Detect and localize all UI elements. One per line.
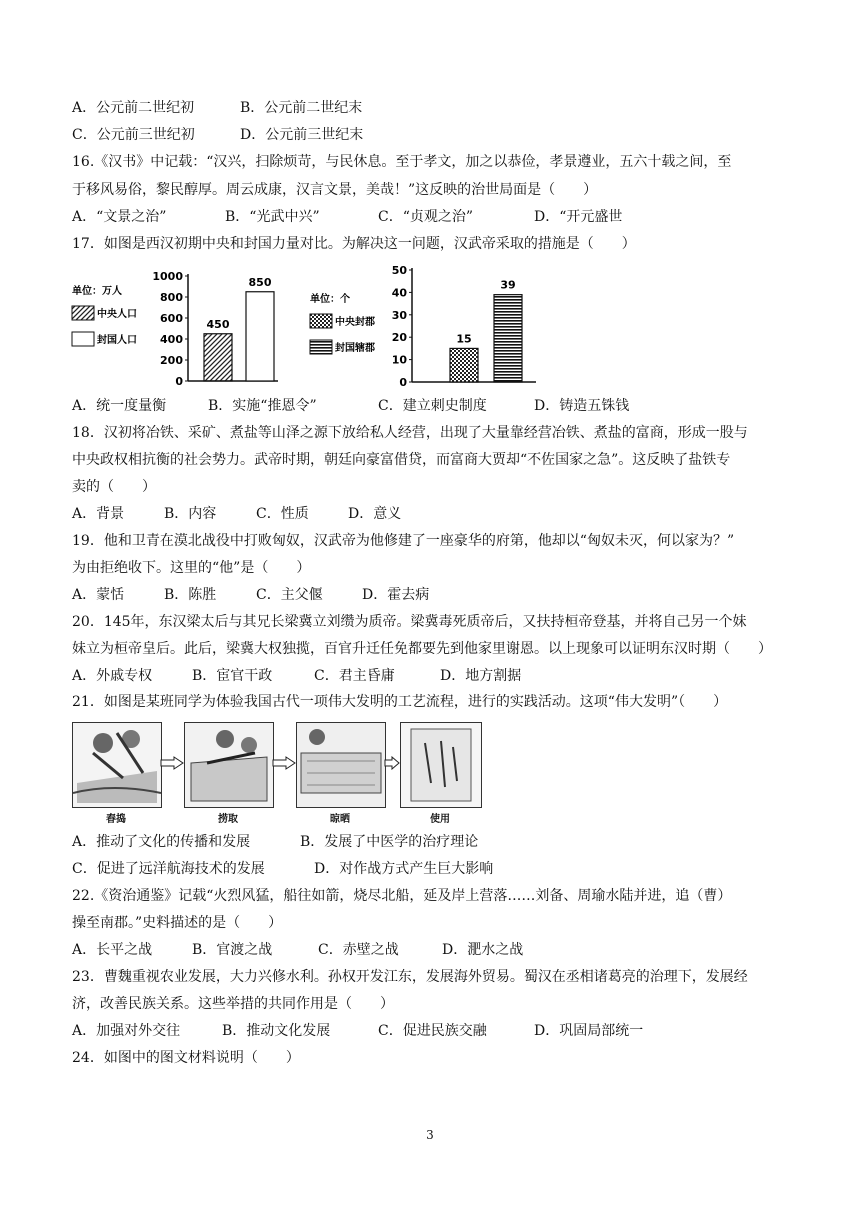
legend-label: 中央封郡	[335, 317, 375, 328]
y-tick-label: 50	[391, 264, 407, 277]
q21-option-a[interactable]: A．推动了文化的传播和发展	[72, 834, 251, 850]
q19-stem-line1: 19．他和卫青在漠北战役中打败匈奴，汉武帝为他修建了一座豪华的府第，他却以“匈奴未灭，何以家为？”	[72, 533, 735, 549]
q17-option-a[interactable]: A．统一度量衡	[72, 398, 167, 414]
q24-stem: 24．如图中的图文材料说明（ ）	[72, 1050, 300, 1066]
q18-option-d[interactable]: D．意义	[348, 506, 402, 522]
y-tick-label: 30	[391, 308, 407, 322]
q19-stem-line2: 为由拒绝收下。这里的“他”是（ ）	[72, 560, 311, 576]
q23-stem-line1: 23．曹魏重视农业发展，大力兴修水利。孙权开发江东，发展海外贸易。蜀汉在丞相诸葛亮的治理下，发展经	[72, 969, 748, 985]
q16-option-c[interactable]: C．“贞观之治”	[378, 209, 474, 225]
q15-option-c[interactable]: C．公元前三世纪初	[72, 127, 195, 143]
bar-value-label: 15	[456, 332, 472, 346]
legend-label: 中央人口	[97, 309, 137, 320]
q23-stem-line2: 济，改善民族关系。这些举措的共同作用是（ ）	[72, 996, 394, 1012]
q15-option-d[interactable]: D．公元前三世纪末	[240, 127, 364, 143]
q17-option-c[interactable]: C．建立刺史制度	[378, 398, 487, 414]
q22-option-a[interactable]: A．长平之战	[72, 942, 153, 958]
y-tick-label: 0	[399, 376, 407, 389]
q23-option-b[interactable]: B．推动文化发展	[222, 1023, 331, 1039]
bar-value-label: 850	[248, 275, 272, 289]
q23-option-d[interactable]: D．巩固局部统一	[534, 1023, 644, 1039]
legend-swatch	[310, 340, 332, 354]
using-photo	[400, 722, 482, 808]
q16-stem-line2: 于移风易俗，黎民醇厚。周云成康，汉言文景，美哉！”这反映的治世局面是（ ）	[72, 182, 598, 198]
q16-option-d[interactable]: D．“开元盛世	[534, 209, 623, 225]
bar-value-label: 450	[206, 317, 230, 331]
caption-drying: 晾晒	[330, 814, 350, 825]
q20-stem-line1: 20．145年，东汉梁太后与其兄长梁冀立刘缵为质帝。梁冀毒死质帝后，又扶持桓帝登基，并将自己另一个妹	[72, 614, 747, 630]
pounding-photo	[72, 722, 162, 808]
q19-option-b[interactable]: B．陈胜	[164, 587, 217, 603]
population-bar-chart	[70, 266, 300, 390]
y-tick-label: 0	[175, 375, 183, 388]
q19-option-c[interactable]: C．主父偃	[256, 587, 323, 603]
q20-option-d[interactable]: D．地方割据	[440, 668, 522, 684]
bar	[204, 334, 232, 381]
q15-option-b[interactable]: B．公元前二世纪末	[240, 100, 363, 116]
q15-option-a[interactable]: A．公元前二世纪初	[72, 100, 195, 116]
q16-option-a[interactable]: A．“文景之治”	[72, 209, 167, 225]
legend-swatch	[72, 306, 94, 320]
arrow-icon	[160, 756, 184, 770]
y-tick-label: 800	[160, 291, 183, 304]
q22-stem-line1: 22.《资治通鉴》记载“火烈风猛，船往如箭，烧尽北船，延及岸上营落……刘备、周瑜水陆并进，追（曹）	[72, 888, 732, 904]
caption-scooping: 捞取	[218, 814, 238, 825]
y-tick-label: 400	[160, 333, 183, 346]
q18-stem-line2: 中央政权相抗衡的社会势力。武帝时期，朝廷向豪富借贷，而富商大贾却“不佐国家之急”。这反映了盐铁专	[72, 452, 731, 468]
q19-option-a[interactable]: A．蒙恬	[72, 587, 125, 603]
q20-option-a[interactable]: A．外戚专权	[72, 668, 153, 684]
bar	[450, 348, 478, 382]
q18-stem-line1: 18．汉初将冶铁、采矿、煮盐等山泽之源下放给私人经营，出现了大量靠经营冶铁、煮盐的富商，形成一股与	[72, 425, 748, 441]
unit-label: 单位：万人	[72, 286, 122, 297]
y-tick-label: 20	[391, 331, 407, 345]
bar-value-label: 39	[500, 278, 516, 292]
q22-option-b[interactable]: B．官渡之战	[192, 942, 273, 958]
q23-option-c[interactable]: C．促进民族交融	[378, 1023, 487, 1039]
q22-stem-line2: 操至南郡。”史料描述的是（ ）	[72, 915, 283, 931]
arrow-icon	[384, 756, 400, 770]
q17-stem: 17．如图是西汉初期中央和封国力量对比。为解决这一问题，汉武帝采取的措施是（ ）	[72, 236, 636, 252]
q23-option-a[interactable]: A．加强对外交往	[72, 1023, 181, 1039]
legend-swatch	[310, 314, 332, 328]
q21-stem: 21．如图是某班同学为体验我国古代一项伟大发明的工艺流程，进行的实践活动。这项“伟大发明”（ ）	[72, 694, 728, 710]
scooping-photo	[184, 722, 274, 808]
q18-option-a[interactable]: A．背景	[72, 506, 125, 522]
q18-option-b[interactable]: B．内容	[164, 506, 217, 522]
q22-option-d[interactable]: D．淝水之战	[442, 942, 524, 958]
page-number: 3	[426, 1128, 434, 1142]
caption-pounding: 舂捣	[106, 814, 126, 825]
q19-option-d[interactable]: D．霍去病	[362, 587, 430, 603]
q20-option-c[interactable]: C．君主昏庸	[314, 668, 395, 684]
legend-label: 封国人口	[97, 335, 137, 346]
q21-option-b[interactable]: B．发展了中医学的治疗理论	[300, 834, 479, 850]
y-tick-label: 200	[160, 354, 183, 367]
q16-option-b[interactable]: B．“光武中兴”	[225, 209, 320, 225]
bar	[494, 295, 522, 382]
q20-option-b[interactable]: B．宦官干政	[192, 668, 273, 684]
y-tick-label: 600	[160, 312, 183, 325]
caption-using: 使用	[430, 814, 450, 825]
y-tick-label: 10	[391, 353, 407, 367]
q16-stem-line1: 16.《汉书》中记载：“汉兴，扫除烦苛，与民休息。至于孝文，加之以恭俭，孝景遵业，五六十载之间，至	[72, 154, 732, 170]
q22-option-c[interactable]: C．赤壁之战	[318, 942, 399, 958]
commandery-bar-chart	[308, 260, 538, 390]
q20-stem-line2: 妹立为桓帝皇后。此后，梁冀大权独揽，百官升迁任免都要先到他家里谢恩。以上现象可以证明东汉时期（ ）	[72, 641, 772, 657]
q21-option-c[interactable]: C．促进了远洋航海技术的发展	[72, 861, 265, 877]
unit-label: 单位：个	[310, 294, 350, 305]
q17-option-b[interactable]: B．实施“推恩令”	[208, 398, 317, 414]
bar	[246, 292, 274, 381]
q21-option-d[interactable]: D．对作战方式产生巨大影响	[314, 861, 494, 877]
q18-stem-line3: 卖的（ ）	[72, 479, 156, 495]
arrow-icon	[272, 756, 296, 770]
q17-option-d[interactable]: D．铸造五铢钱	[534, 398, 630, 414]
legend-label: 封国辖郡	[335, 343, 375, 354]
drying-photo	[296, 722, 386, 808]
y-tick-label: 40	[391, 286, 407, 300]
legend-swatch	[72, 332, 94, 346]
y-tick-label: 1000	[152, 270, 183, 283]
q18-option-c[interactable]: C．性质	[256, 506, 309, 522]
